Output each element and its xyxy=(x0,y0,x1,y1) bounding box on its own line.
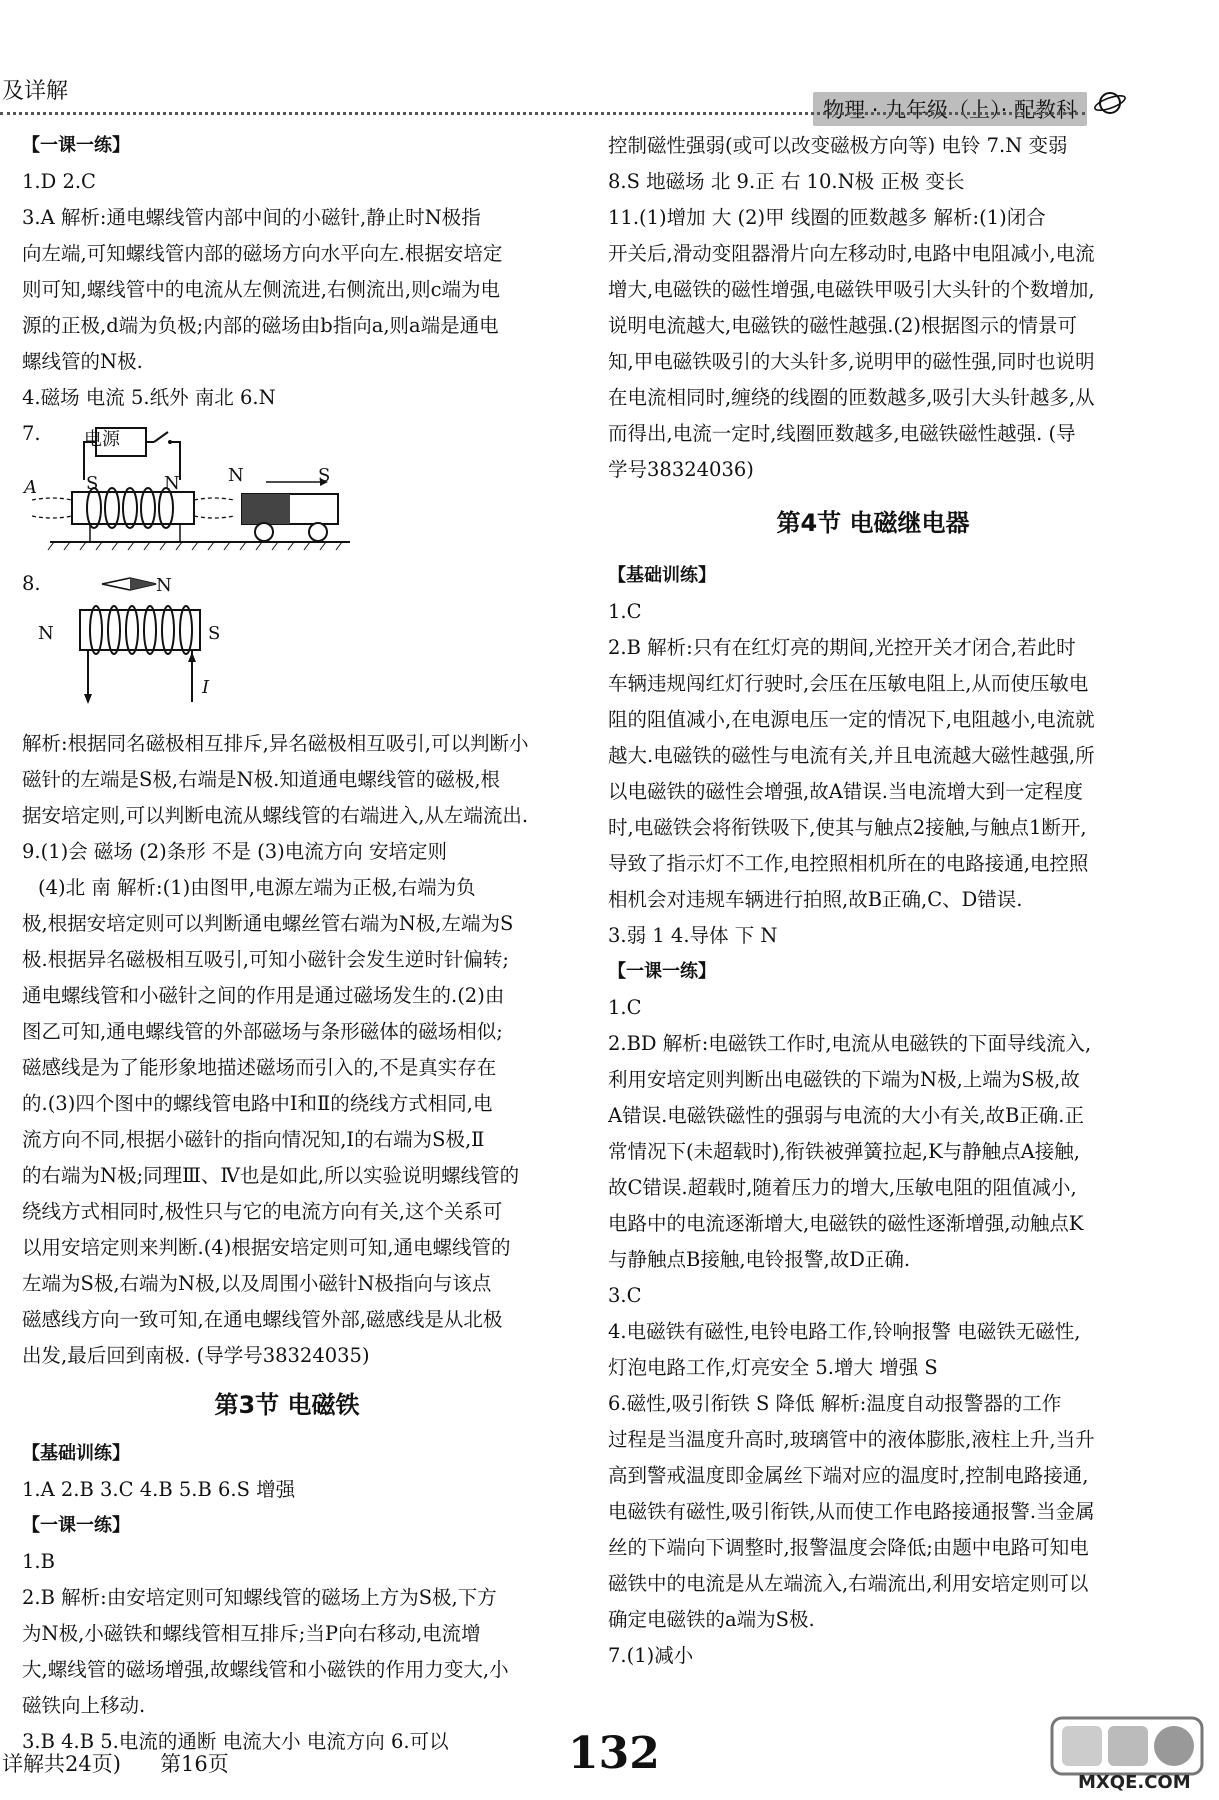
section-head: 【一课一练】 xyxy=(22,1515,130,1536)
answer-line: 知,甲电磁铁吸引的大头针多,说明甲的磁性强,同时也说明 xyxy=(608,350,1095,373)
answer-line: 磁铁中的电流是从左端流入,右端流出,利用安培定则可以 xyxy=(608,1572,1089,1595)
answer-line: 阻的阻值减小,在电源电压一定的情况下,电阻越小,电流就 xyxy=(608,708,1095,731)
figure-8 xyxy=(22,566,552,726)
answer-line: 则可知,螺线管中的电流从左侧流进,右侧流出,则c端为电 xyxy=(22,278,501,301)
answer-line: 极,根据安培定则可以判断通电螺丝管右端为N极,左端为S xyxy=(22,912,514,935)
answer-line: 流方向不同,根据小磁针的指向情况知,Ⅰ的右端为S极,Ⅱ xyxy=(22,1128,485,1151)
current-i-label: I xyxy=(202,677,210,698)
answer-line: 车辆违规闯红灯行驶时,会压在压敏电阻上,从而使压敏电 xyxy=(608,672,1089,695)
answer-line: 3.A 解析:通电螺线管内部中间的小磁针,静止时N极指 xyxy=(22,206,481,229)
answer-line: 确定电磁铁的a端为S极. xyxy=(608,1608,815,1631)
answer-line: 向左端,可知螺线管内部的磁场方向水平向左.根据安培定 xyxy=(22,242,503,265)
answer-line: 说明电流越大,电磁铁的磁性越强.(2)根据图示的情景可 xyxy=(608,314,1078,337)
header-divider xyxy=(0,112,1085,115)
answer-line: 4.电磁铁有磁性,电铃电路工作,铃响报警 电磁铁无磁性, xyxy=(608,1320,1081,1343)
answer-line: 磁针的左端是S极,右端是N极.知道通电螺线管的磁极,根 xyxy=(22,768,501,791)
section-head: 【基础训练】 xyxy=(22,1443,130,1464)
answer-line: 1.A 2.B 3.C 4.B 5.B 6.S 增强 xyxy=(22,1478,296,1501)
answer-line: 以用安培定则来判断.(4)根据安培定则可知,通电螺线管的 xyxy=(22,1236,511,1259)
answer-line: 而得出,电流一定时,线圈匝数越多,电磁铁磁性越强. (导 xyxy=(608,422,1076,445)
answer-line: 增大,电磁铁的磁性增强,电磁铁甲吸引大头针的个数增加, xyxy=(608,278,1095,301)
answer-line: 开关后,滑动变阻器滑片向左移动时,电路中电阻减小,电流 xyxy=(608,242,1095,265)
pole-s-label: S xyxy=(86,473,99,494)
answer-line: 的.(3)四个图中的螺线管电路中Ⅰ和Ⅱ的绕线方式相同,电 xyxy=(22,1092,493,1115)
answer-line: 磁感线是为了能形象地描述磁场而引入的,不是真实存在 xyxy=(22,1056,497,1079)
answer-line: 9.(1)会 磁场 (2)条形 不是 (3)电流方向 安培定则 xyxy=(22,840,447,863)
left-column xyxy=(22,128,552,1760)
section-head: 【一课一练】 xyxy=(608,961,716,982)
answer-line: 解析:根据同名磁极相互排斥,异名磁极相互吸引,可以判断小 xyxy=(22,732,529,755)
header-subject-banner: 物理 · 九年级（上）· 配教科 xyxy=(813,92,1087,126)
answer-line: 相机会对违规车辆进行拍照,故B正确,C、D错误. xyxy=(608,888,1023,911)
right-column xyxy=(608,128,1138,1674)
footer-total-pages: 详解共24页) xyxy=(2,1752,121,1776)
answer-line: 越大.电磁铁的磁性与电流有关,并且电流越大磁性越强,所 xyxy=(608,744,1095,767)
answer-line: 在电流相同时,缠绕的线圈的匝数越多,吸引大头针越多,从 xyxy=(608,386,1095,409)
answer-line: 1.B xyxy=(22,1550,55,1573)
section-title: 第4节 电磁继电器 xyxy=(776,509,970,537)
answer-line: 1.C xyxy=(608,996,642,1019)
answer-line: 常情况下(未超载时),衔铁被弹簧拉起,K与静触点A接触, xyxy=(608,1140,1080,1163)
answer-line: 4.磁场 电流 5.纸外 南北 6.N xyxy=(22,386,276,409)
answer-line: 灯泡电路工作,灯亮安全 5.增大 增强 S xyxy=(608,1356,938,1379)
answer-line: 绕线方式相同时,极性只与它的电流方向有关,这个关系可 xyxy=(22,1200,503,1223)
answer-line: 过程是当温度升高时,玻璃管中的液体膨胀,液柱上升,当升 xyxy=(608,1428,1095,1451)
answer-line: 丝的下端向下调整时,报警温度会降低;由题中电路可知电 xyxy=(608,1536,1089,1559)
solenoid-compass-diagram xyxy=(52,566,292,726)
answer-line: 6.磁性,吸引衔铁 S 降低 解析:温度自动报警器的工作 xyxy=(608,1392,1062,1415)
answer-line: 3.弱 1 4.导体 下 N xyxy=(608,924,778,947)
answer-line: 据安培定则,可以判断电流从螺线管的右端进入,从左端流出. xyxy=(22,804,529,827)
answer-line: (4)北 南 解析:(1)由图甲,电源左端为正极,右端为负 xyxy=(38,876,476,899)
answer-line: 电磁铁有磁性,吸引衔铁,从而使工作电路接通报警.当金属 xyxy=(608,1500,1095,1523)
answer-line: 2.B 解析:只有在红灯亮的期间,光控开关才闭合,若此时 xyxy=(608,636,1076,659)
answer-line: 源的正极,d端为负极;内部的磁场由b指向a,则a端是通电 xyxy=(22,314,499,337)
section-title: 第3节 电磁铁 xyxy=(214,1391,360,1419)
answer-line: 1.C xyxy=(608,600,642,623)
answer-line: 3.C xyxy=(608,1284,642,1307)
answer-line: 学号38324036) xyxy=(608,458,754,481)
answer-line: 1.D 2.C xyxy=(22,170,96,193)
answer-line: 螺线管的N极. xyxy=(22,350,143,373)
magnet-s-label: S xyxy=(318,465,331,486)
answer-line: 2.B 解析:由安培定则可知螺线管的磁场上方为S极,下方 xyxy=(22,1586,497,1609)
answer-line: 通电螺线管和小磁针之间的作用是通过磁场发生的.(2)由 xyxy=(22,984,505,1007)
answer-line: 与静触点B接触,电铃报警,故D正确. xyxy=(608,1248,911,1271)
answer-line: 出发,最后回到南极. (导学号38324035) xyxy=(22,1344,370,1367)
magnet-n-label: N xyxy=(228,465,244,486)
section-head: 【基础训练】 xyxy=(608,565,716,586)
answer-line: 磁感线方向一致可知,在通电螺线管外部,磁感线是从北极 xyxy=(22,1308,503,1331)
needle-n-label: N xyxy=(156,575,172,596)
answer-line: 左端为S极,右端为N极,以及周围小磁针N极指向与该点 xyxy=(22,1272,492,1295)
answer-line: 时,电磁铁会将衔铁吸下,使其与触点2接触,与触点1断开, xyxy=(608,816,1087,839)
power-source-label: 电源 xyxy=(84,429,120,450)
answer-line: 控制磁性强弱(或可以改变磁极方向等) 电铃 7.N 变弱 xyxy=(608,134,1068,157)
coil-s-label: S xyxy=(208,623,221,644)
answer-line: 极.根据异名磁极相互吸引,可知小磁针会发生逆时针偏转; xyxy=(22,948,509,971)
planet-logo-icon xyxy=(1093,88,1127,118)
answer-line: 磁铁向上移动. xyxy=(22,1694,146,1717)
answer-line: 高到警戒温度即金属丝下端对应的温度时,控制电路接通, xyxy=(608,1464,1089,1487)
answer-line: 电路中的电流逐渐增大,电磁铁的磁性逐渐增强,动触点K xyxy=(608,1212,1084,1235)
answer-line: 故C错误.超载时,随着压力的增大,压敏电阻的阻值减小, xyxy=(608,1176,1077,1199)
answer-line: 7.(1)减小 xyxy=(608,1644,694,1667)
answer-line: 大,螺线管的磁场增强,故螺线管和小磁铁的作用力变大,小 xyxy=(22,1658,509,1681)
question-number: 8. xyxy=(22,572,41,595)
answer-line: 图乙可知,通电螺线管的外部磁场与条形磁体的磁场相似; xyxy=(22,1020,503,1043)
figure-7 xyxy=(22,416,552,566)
header-left-text: 及详解 xyxy=(2,79,69,104)
answer-line: 8.S 地磁场 北 9.正 右 10.N极 正极 变长 xyxy=(608,170,965,193)
pole-n-label: N xyxy=(164,473,180,494)
watermark-site-text: MXQE.COM xyxy=(1078,1772,1191,1793)
point-a-label: A xyxy=(24,477,37,498)
answer-line: 的右端为N极;同理Ⅲ、Ⅳ也是如此,所以实验说明螺线管的 xyxy=(22,1164,520,1187)
answer-line: 为N极,小磁铁和螺线管相互排斥;当P向右移动,电流增 xyxy=(22,1622,481,1645)
answer-line: 利用安培定则判断出电磁铁的下端为N极,上端为S极,故 xyxy=(608,1068,1080,1091)
answer-line: A错误.电磁铁磁性的强弱与电流的大小有关,故B正确.正 xyxy=(608,1104,1085,1127)
answer-line: 以电磁铁的磁性会增强,故A错误.当电流增大到一定程度 xyxy=(608,780,1083,803)
coil-n-label: N xyxy=(38,623,54,644)
page-number: 132 xyxy=(568,1728,660,1779)
answer-line: 3.B 4.B 5.电流的通断 电流大小 电流方向 6.可以 xyxy=(22,1730,449,1753)
answer-line: 11.(1)增加 大 (2)甲 线圈的匝数越多 解析:(1)闭合 xyxy=(608,206,1046,229)
question-number: 7. xyxy=(22,422,41,445)
footer-page-label: 第16页 xyxy=(160,1752,229,1776)
section-head: 【一课一练】 xyxy=(22,135,130,156)
answer-line: 2.BD 解析:电磁铁工作时,电流从电磁铁的下面导线流入, xyxy=(608,1032,1092,1055)
answer-line: 导致了指示灯不工作,电控照相机所在的电路接通,电控照 xyxy=(608,852,1089,875)
